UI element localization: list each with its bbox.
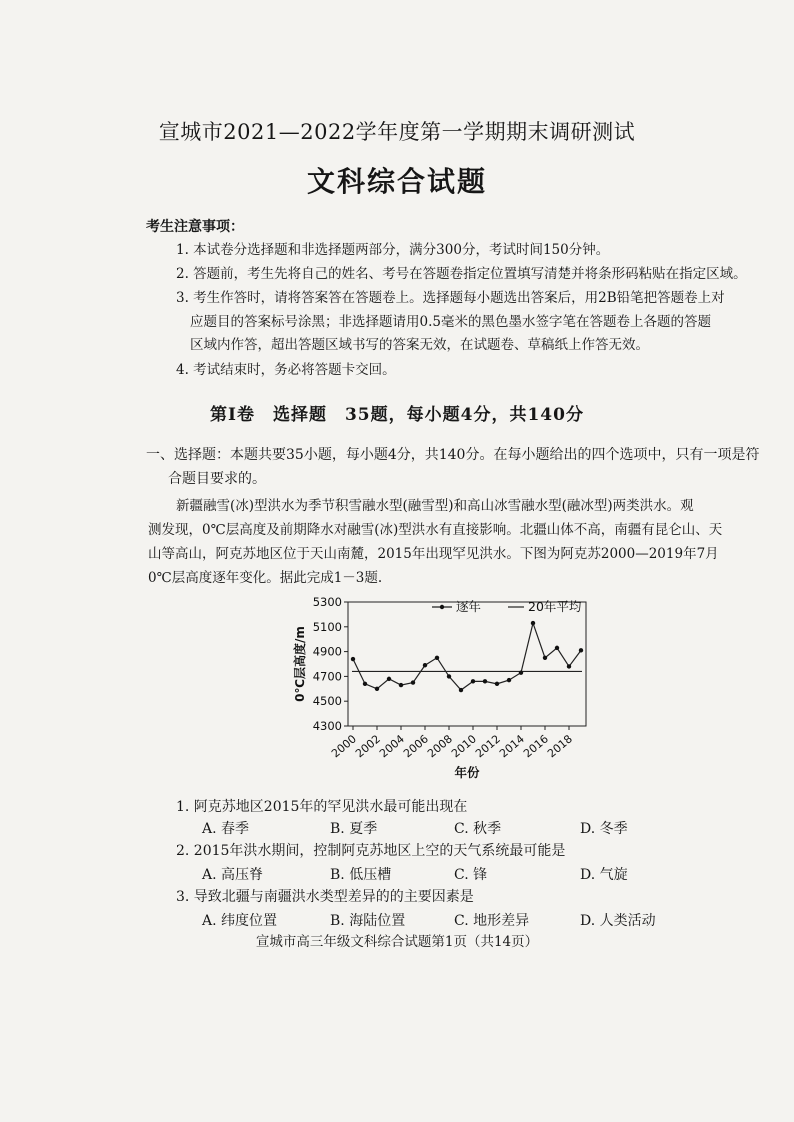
yearly-point — [459, 688, 463, 692]
q1-option-a: A. 春季 — [202, 821, 250, 837]
plot-frame — [348, 602, 586, 726]
y-tick-label: 4700 — [312, 669, 342, 684]
yearly-point — [411, 680, 415, 684]
yearly-point — [471, 679, 475, 683]
passage-line: 测发现，0℃层高度及前期降水对融雪(冰)型洪水有直接影响。北疆山体不高，南疆有昆仑山、天 — [148, 522, 723, 538]
yearly-point — [375, 687, 379, 691]
yearly-point — [543, 656, 547, 660]
instruction-line: 一、选择题：本题共要35小题，每小题4分，共140分。在每小题给出的四个选项中，只有一项是符 — [146, 447, 760, 463]
y-tick-label: 5100 — [312, 619, 342, 634]
page-footer: 宣城市高三年级文科综合试题第1页（共14页） — [255, 934, 539, 950]
section-title: 第Ⅰ卷 选择题 35题，每小题4分，共140分 — [210, 405, 584, 425]
yearly-point — [567, 664, 571, 668]
q1-option-c: C. 秋季 — [454, 821, 502, 837]
passage-line: 0℃层高度逐年变化。据此完成1－3题. — [148, 570, 383, 586]
instruction-line: 合题目要求的。 — [168, 471, 266, 487]
y-tick-label: 5300 — [312, 595, 342, 609]
q3-option-a: A. 纬度位置 — [202, 913, 278, 929]
yearly-series-group — [351, 621, 583, 692]
yearly-point — [423, 663, 427, 667]
x-tick-label: 2002 — [353, 732, 383, 761]
yearly-point — [555, 646, 559, 650]
passage-line: 山等高山，阿克苏地区位于天山南麓，2015年出现罕见洪水。下图为阿克苏2000—2019年7月 — [148, 546, 719, 562]
question-1-stem: 1. 阿克苏地区2015年的罕见洪水最可能出现在 — [176, 799, 468, 815]
yearly-point — [387, 677, 391, 681]
yearly-point — [483, 679, 487, 683]
chart-legend — [432, 599, 582, 614]
chart-axes — [292, 595, 586, 780]
yearly-point — [507, 678, 511, 682]
note-item-continued: 应题目的答案标号涂黑；非选择题请用0.5毫米的黑色墨水签字笔在答题卷上各题的答题 — [190, 314, 711, 330]
yearly-point — [363, 682, 367, 686]
note-item: 3. 考生作答时，请将答案答在答题卷上。选择题每小题选出答案后，用2B铅笔把答题卷上对 — [176, 290, 725, 306]
note-item: 1. 本试卷分选择题和非选择题两部分，满分300分，考试时间150分钟。 — [176, 242, 610, 258]
yearly-point — [399, 683, 403, 687]
x-tick-label: 2000 — [329, 732, 359, 761]
exam-subtitle: 文科综合试题 — [306, 165, 487, 198]
q1-option-d: D. 冬季 — [580, 821, 628, 837]
exam-title: 宣城市2021—2022学年度第一学期期末调研测试 — [158, 120, 636, 144]
y-tick-label: 4300 — [312, 719, 342, 733]
legend-label-average: 20年平均 — [528, 599, 582, 614]
x-tick-label: 2012 — [473, 732, 503, 761]
q2-option-c: C. 锋 — [454, 867, 488, 883]
note-item-continued: 区域内作答，超出答题区域书写的答案无效，在试题卷、草稿纸上作答无效。 — [190, 337, 649, 353]
legend-label-yearly: 逐年 — [456, 599, 482, 614]
x-tick-label: 2018 — [545, 732, 575, 761]
notes-heading: 考生注意事项： — [146, 219, 244, 235]
question-2-stem: 2. 2015年洪水期间，控制阿克苏地区上空的天气系统最可能是 — [176, 843, 566, 859]
yearly-point — [351, 657, 355, 661]
x-tick-label: 2004 — [377, 732, 407, 761]
y-tick-label: 4900 — [312, 644, 342, 659]
x-tick-label: 2008 — [425, 732, 455, 761]
q1-option-b: B. 夏季 — [330, 821, 378, 837]
x-tick-label: 2006 — [401, 732, 431, 761]
yearly-point — [579, 648, 583, 652]
x-tick-label: 2016 — [521, 732, 551, 761]
question-3-stem: 3. 导致北疆与南疆洪水类型差异的的主要因素是 — [176, 889, 474, 905]
x-tick-label: 2010 — [449, 732, 479, 761]
passage-line: 新疆融雪(冰)型洪水为季节积雪融水型(融雪型)和高山冰雪融水型(融冰型)两类洪水。观 — [176, 498, 694, 514]
q2-option-a: A. 高压脊 — [202, 867, 264, 883]
y-tick-label: 4500 — [312, 694, 342, 709]
q3-option-d: D. 人类活动 — [580, 913, 656, 929]
yearly-point — [531, 621, 535, 625]
legend-marker-point — [440, 605, 444, 609]
yearly-point — [495, 682, 499, 686]
x-axis-label: 年份 — [454, 765, 480, 780]
yearly-point — [447, 674, 451, 678]
q3-option-b: B. 海陆位置 — [330, 913, 406, 929]
q2-option-d: D. 气旋 — [580, 867, 628, 883]
x-tick-label: 2014 — [497, 732, 527, 761]
note-item: 2. 答题前，考生先将自己的姓名、考号在答题卷指定位置填写清楚并将条形码粘贴在指定区域。 — [176, 266, 747, 282]
note-item: 4. 考试结束时，务必将答题卡交回。 — [176, 362, 396, 378]
yearly-point — [519, 670, 523, 674]
freezing-level-chart — [280, 592, 600, 792]
y-axis-label: 0℃层高度/m — [293, 626, 307, 702]
q3-option-c: C. 地形差异 — [454, 913, 530, 929]
yearly-point — [435, 656, 439, 660]
q2-option-b: B. 低压槽 — [330, 867, 392, 883]
